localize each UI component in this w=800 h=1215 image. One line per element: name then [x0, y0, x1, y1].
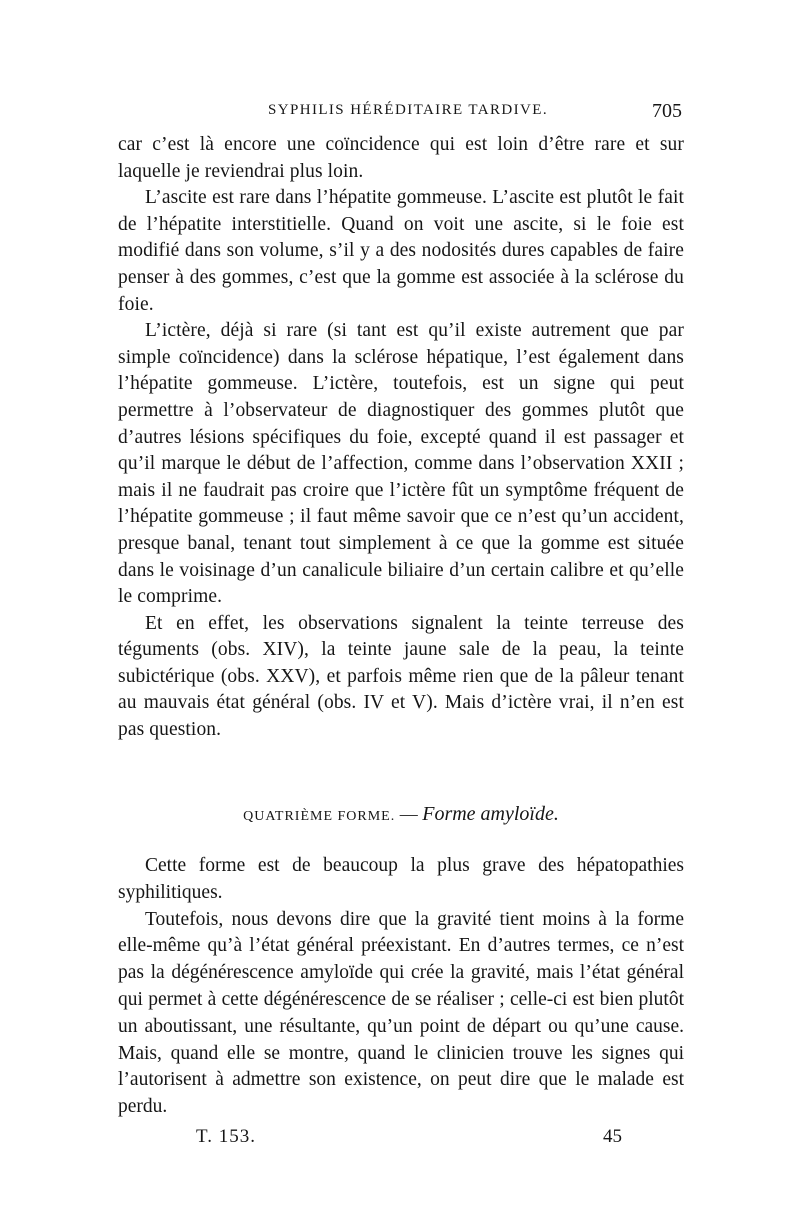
- paragraph: Toutefois, nous devons dire que la gravité tient moins à la forme elle-même qu’à l’état général préexistant. En d’autres termes, ce n’est pas la dégénérescence amyloïde qui crée la gravité, mais l’état général qui permet à cette dégénérescence de se réaliser ; celle-ci est bien plutôt un aboutissant, une résultante, qu’un point de départ ou qu’une cause. Mais, quand elle se montre, quand le clinicien trouve les signes qui l’autorisent à admettre son existence, on peut dire que le malade est perdu.: [118, 908, 684, 1118]
- paragraph: Cette forme est de beaucoup la plus grave des hépatopathies syphilitiques.: [118, 855, 684, 903]
- signature-mark: T. 153.: [196, 1126, 256, 1147]
- paragraph: car c’est là encore une coïncidence qui est loin d’être rare et sur laquelle je reviendrai plus loin.: [118, 134, 684, 182]
- running-head: [118, 100, 682, 124]
- running-head-title: SYPHILIS HÉRÉDITAIRE TARDIVE.: [268, 102, 548, 118]
- section-label: QUATRIÈME FORME.: [243, 809, 396, 824]
- section-heading: [118, 803, 684, 826]
- section-dash: —: [399, 804, 418, 824]
- body-text-section: [118, 853, 684, 1121]
- body-text: [118, 132, 684, 744]
- paragraph: L’ascite est rare dans l’hépatite gommeuse. L’ascite est plutôt le fait de l’hépatite interstitielle. Quand on voit une ascite, si le foie est modifié dans son volume, s’il y a des nodosités dures capables de faire penser à des gommes, c’est que la gomme est associée à la sclérose du foie.: [118, 187, 684, 315]
- page-footer: [118, 1126, 682, 1152]
- paragraph: Et en effet, les observations signalent la teinte terreuse des téguments (obs. XIV), la teinte jaune sale de la peau, la teinte subictérique (obs. XXV), et parfois même rien que de la pâleur tenant au mauvais état général (obs. IV et V). Mais d’ictère vrai, il n’en est pas question.: [118, 612, 684, 741]
- sheet-number: 45: [603, 1126, 622, 1147]
- page-number: 705: [652, 100, 682, 122]
- section-title: Forme amyloïde.: [422, 803, 559, 825]
- paragraph: L’ictère, déjà si rare (si tant est qu’il existe autrement que par simple coïncidence) dans la sclérose hépatique, l’est également dans l’hépatite gommeuse. L’ictère, toutefois, est un signe qui peut permettre à l’observateur de diagnostiquer des gommes plutôt que d’autres lésions spécifiques du foie, excepté quand il est passager et qu’il marque le début de l’affection, comme dans l’observation XXII ; mais il ne faudrait pas croire que l’ictère fût un symptôme fréquent de l’hépatite gommeuse ; il faut même savoir que ce n’est qu’un accident, presque banal, tenant tout simplement à ce que la gomme est située dans le voisinage d’un canalicule biliaire d’un certain calibre et qu’elle le comprime.: [118, 320, 684, 608]
